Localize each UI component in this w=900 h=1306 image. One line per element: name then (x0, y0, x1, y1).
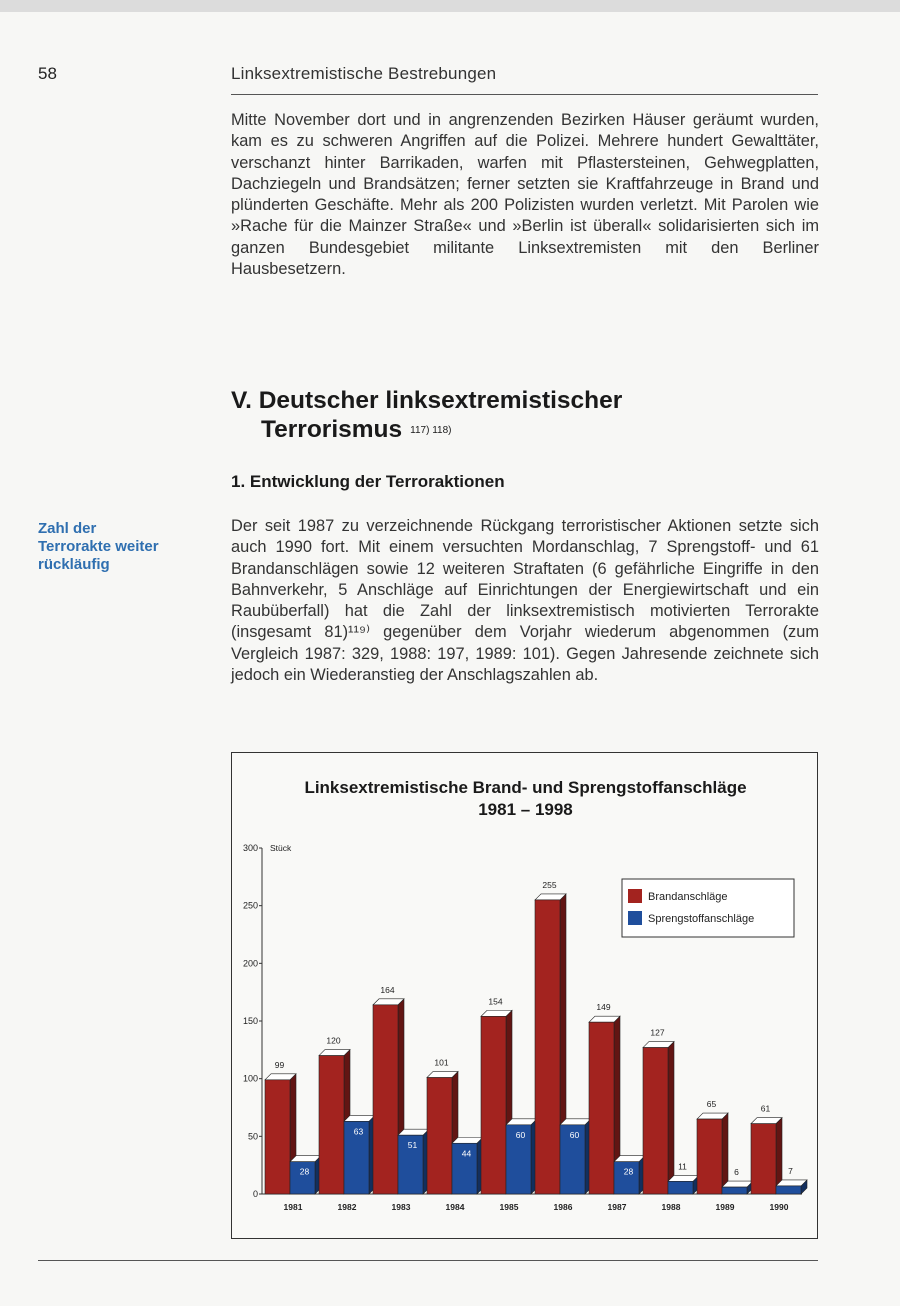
x-tick-label: 1982 (337, 1202, 357, 1212)
section-title-line2: Terrorismus (261, 416, 403, 443)
bar-brandanschlaege (481, 1016, 506, 1194)
margin-note-line: Terrorakte weiter (38, 538, 159, 555)
data-label: 127 (650, 1027, 665, 1038)
data-label: 65 (706, 1099, 717, 1110)
bar-brandanschlaege (427, 1078, 452, 1194)
data-label: 51 (407, 1140, 418, 1151)
y-tick-label: 150 (242, 1016, 258, 1026)
bar-chart (232, 753, 817, 1238)
legend-label: Sprengstoffanschläge (648, 913, 755, 925)
margin-note-line: rückläufig (38, 556, 110, 573)
bar-brandanschlaege (319, 1056, 344, 1194)
data-label: 6 (734, 1167, 739, 1178)
page-top-edge (0, 0, 900, 12)
chart-title-line2: 1981 – 1998 (478, 800, 573, 819)
y-axis-unit: Stück (270, 843, 292, 853)
bar-brandanschlaege (589, 1022, 614, 1194)
data-label: 28 (623, 1166, 634, 1177)
x-tick-label: 1989 (715, 1202, 735, 1212)
legend-swatch (628, 911, 642, 925)
section-title (231, 386, 622, 445)
legend-label: Brandanschläge (648, 891, 728, 903)
y-tick-label: 50 (247, 1131, 258, 1142)
data-label: 60 (569, 1129, 580, 1140)
margin-note (38, 520, 198, 574)
y-tick-label: 250 (242, 900, 258, 911)
section-title-line1: V. Deutscher linksextremistischer (231, 387, 623, 414)
section-title-line2-wrap (231, 415, 622, 445)
bar-side (668, 1042, 674, 1194)
footnote-refs: 117) 118) (410, 425, 452, 436)
bar-sprengstoffanschlaege (722, 1187, 747, 1194)
header-divider (231, 94, 818, 95)
x-tick-label: 1981 (283, 1202, 303, 1212)
legend-box (622, 879, 794, 937)
data-label: 154 (488, 996, 503, 1007)
y-tick-label: 0 (252, 1189, 258, 1199)
bar-brandanschlaege (265, 1080, 290, 1194)
page-number: 58 (38, 64, 57, 83)
legend-swatch (628, 889, 642, 903)
data-label: 120 (326, 1035, 341, 1046)
bar-sprengstoffanschlaege (668, 1181, 693, 1194)
bar-brandanschlaege (697, 1119, 722, 1194)
footer-divider (38, 1260, 818, 1261)
data-label: 44 (461, 1148, 472, 1159)
x-tick-label: 1983 (391, 1202, 411, 1212)
bar-brandanschlaege (751, 1124, 776, 1194)
running-head: Linksextremistische Bestrebungen (231, 64, 497, 83)
x-tick-label: 1990 (769, 1202, 789, 1212)
paragraph-terror-stats: Der seit 1987 zu verzeichnende Rückgang terroristischer Aktionen setzte sich auch 1990 fort. Mit einem versuchten Mordanschlag, 7 Sprengstoff- und 61 Brandanschlägen sowie 12 weiteren Straftaten (6 gefährliche Eingriffe in den Bahnverkehr, 5 Anschläge auf Einrichtungen der Energiewirtschaft und ein Raubüberfall) hat die Zahl der linksextremistisch motivierten Terrorakte (insgesamt 81)¹¹⁹⁾ gegenüber dem Vorjahr wiederum abgenommen (zum Vergleich 1987: 329, 1988: 197, 1989: 101). Gegen Jahresende zeichnete sich jedoch ein Wiederanstieg der Anschlagszahlen ab. (231, 517, 819, 685)
paragraph-intro: Mitte November dort und in angrenzenden Bezirken Häuser geräumt wurden, kam es zu schweren Angriffen auf die Polizei. Mehrere hundert Gewalttäter, verschanzt hinter Barrikaden, warfen mit Pflastersteinen, Gehwegplatten, Dachziegeln und Brandsätzen; ferner setzten sie Kraftfahrzeuge in Brand und plünderten Geschäfte. Mehr als 200 Polizisten wurden verletzt. Mit Parolen wie »Rache für die Mainzer Straße« und »Berlin ist überall« solidarisierten sich im ganzen Bundesgebiet militante Linksextremisten mit den Berliner Hausbesetzern. (231, 111, 819, 279)
data-label: 255 (542, 879, 557, 890)
margin-note-line: Zahl der (38, 520, 97, 537)
x-tick-label: 1986 (553, 1202, 573, 1212)
data-label: 63 (353, 1126, 364, 1137)
x-tick-label: 1985 (499, 1202, 519, 1212)
data-label: 60 (515, 1129, 526, 1140)
x-tick-label: 1987 (607, 1202, 627, 1212)
data-label: 101 (434, 1057, 449, 1068)
data-label: 61 (760, 1103, 771, 1114)
bar-brandanschlaege (643, 1048, 668, 1194)
data-label: 164 (380, 984, 395, 995)
y-tick-label: 100 (242, 1073, 258, 1084)
chart-panel (231, 752, 818, 1239)
data-label: 7 (788, 1165, 793, 1176)
x-tick-label: 1988 (661, 1202, 681, 1212)
data-label: 11 (678, 1161, 687, 1172)
data-label: 99 (274, 1059, 285, 1070)
x-tick-label: 1984 (445, 1202, 465, 1212)
bar-brandanschlaege (535, 900, 560, 1194)
data-label: 28 (299, 1166, 310, 1177)
bar-brandanschlaege (373, 1005, 398, 1194)
bar-sprengstoffanschlaege (776, 1186, 801, 1194)
subsection-title: 1. Entwicklung der Terroraktionen (231, 472, 505, 491)
chart-title-line1: Linksextremistische Brand- und Sprengstoffanschläge (304, 778, 747, 797)
data-label: 149 (596, 1002, 611, 1013)
y-tick-label: 300 (242, 843, 258, 853)
y-tick-label: 200 (242, 958, 258, 969)
